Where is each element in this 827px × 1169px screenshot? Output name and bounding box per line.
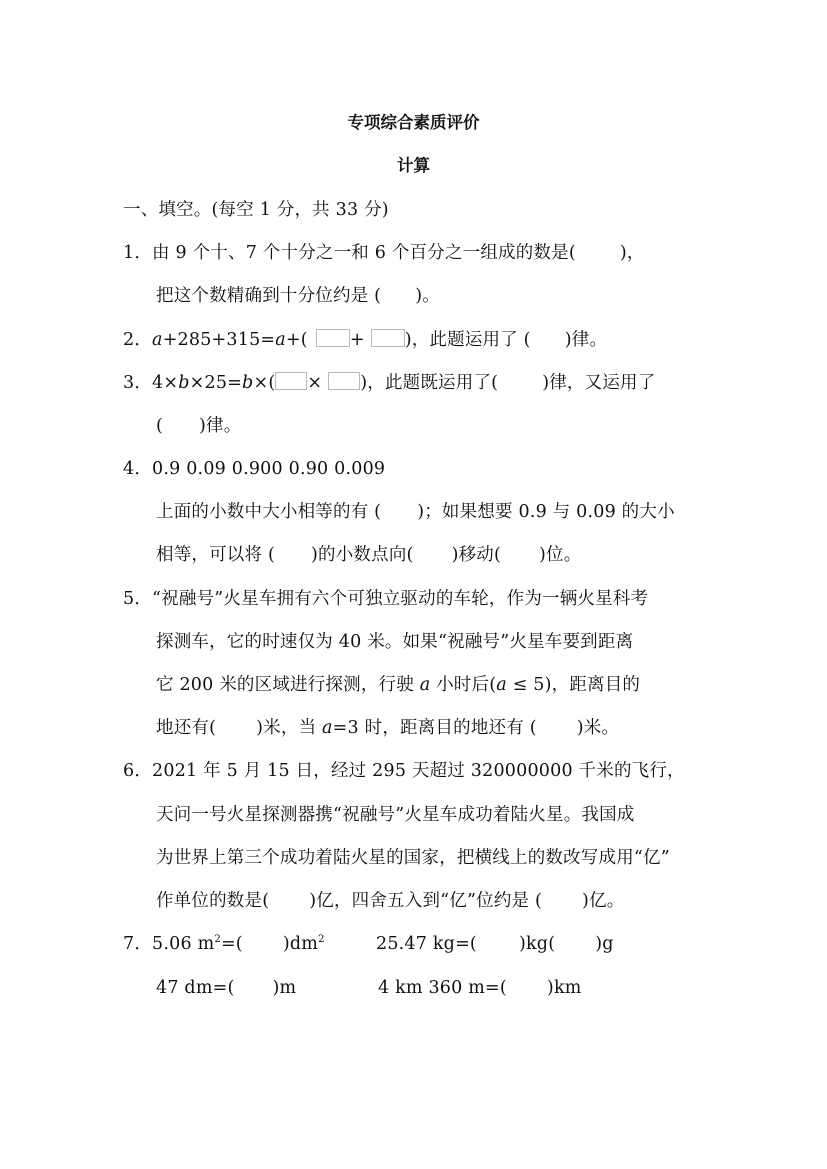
answer-box[interactable] <box>328 372 360 390</box>
q1-text: 1．由 9 个十、7 个十分之一和 6 个百分之一组成的数是( <box>123 243 576 263</box>
question-5-line-2: 探测车，它的时速仅为 40 米。如果“祝融号”火星车要到距离 <box>156 632 634 652</box>
question-7-row-1: 7．5.06 $m^2=$( )$dm^2$ <box>123 934 325 954</box>
answer-box[interactable] <box>316 329 350 347</box>
question-6-line-2: 天问一号火星探测器携“祝融号”火星车成功着陆火星。我国成 <box>156 805 635 825</box>
question-6-line-4: 作单位的数是( )亿，四舍五入到“亿”位约是 ( )亿。 <box>156 891 625 911</box>
question-5-line-3: 它 200 米的区域进行探测，行驶 a 小时后(a ≤ 5)，距离目的 <box>156 675 641 695</box>
answer-box[interactable] <box>371 329 405 347</box>
question-3-line-1: 3．4×b×25=b×( × )，此题既运用了( )律，又运用了 <box>123 373 656 393</box>
question-6-line-1: 6．2021 年 5 月 15 日，经过 295 天超过 320000000 千米的飞行， <box>123 761 685 781</box>
question-4-line-2: 上面的小数中大小相等的有 ( )；如果想要 0.9 与 0.09 的大小 <box>156 502 675 522</box>
question-3-line-2: ( )律。 <box>156 416 242 436</box>
question-2: 2．a+285+315=a+( + )，此题运用了 ( )律。 <box>123 330 608 350</box>
question-6-line-3: 为世界上第三个成功着陆火星的国家，把横线上的数改写成用“亿” <box>156 848 670 868</box>
question-1-line-1: 1．由 9 个十、7 个十分之一和 6 个百分之一组成的数是( )， <box>123 243 645 263</box>
question-7-row-2: 47 dm=( )m <box>156 978 297 998</box>
answer-box[interactable] <box>275 372 307 390</box>
page-title: 专项综合素质评价 <box>347 113 480 132</box>
question-7-row-1-b: 25.47 kg=( )kg( )g <box>376 934 614 954</box>
question-1-line-2: 把这个数精确到十分位约是 ( )。 <box>156 286 440 306</box>
question-5-line-1: 5．“祝融号”火星车拥有六个可独立驱动的车轮，作为一辆火星科考 <box>123 589 649 609</box>
question-5-line-4: 地还有( )米，当 a=3 时，距离目的地还有 ( )米。 <box>156 718 620 738</box>
page-subtitle: 计算 <box>397 156 430 175</box>
question-4-line-3: 相等，可以将 ( )的小数点向( )移动( )位。 <box>156 545 582 565</box>
section-heading: 一、填空。(每空 1 分，共 33 分) <box>123 200 389 220</box>
question-4-line-1: 4．0.9 0.09 0.900 0.90 0.009 <box>123 459 386 479</box>
question-7-row-2-b: 4 km 360 m=( )km <box>378 978 582 998</box>
